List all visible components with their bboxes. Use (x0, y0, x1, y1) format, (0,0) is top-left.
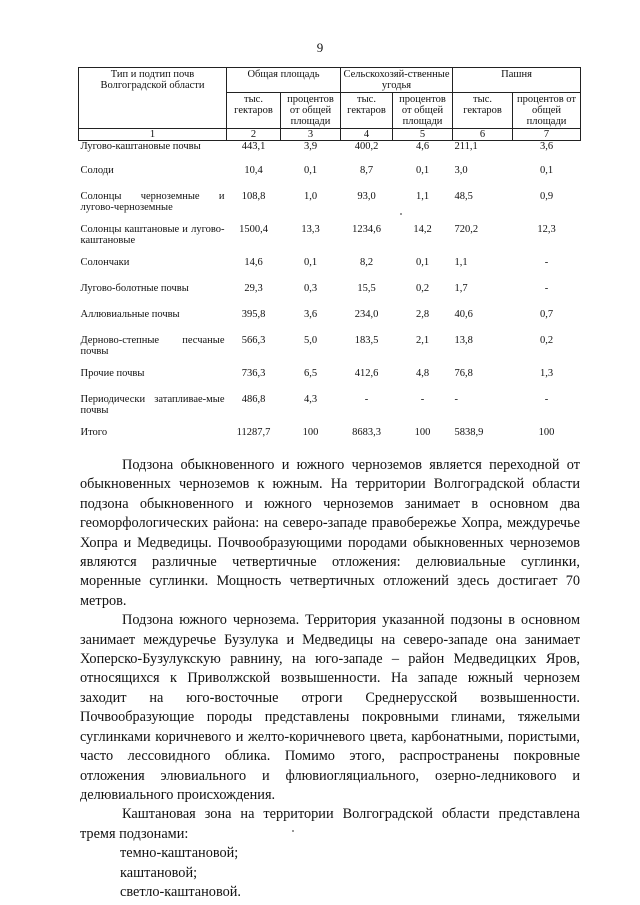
value-cell: 29,3 (244, 282, 263, 294)
table-row (79, 394, 581, 427)
value-cell: 11287,7 (236, 426, 271, 438)
scan-speck (292, 830, 294, 832)
value-cell: 10,4 (244, 164, 263, 176)
table-row (79, 224, 581, 257)
paragraph: Подзона южного чернозема. Территория указанной подзоны в основном занимает междуречье Бузулука и Медведицы на северо-западе она занимает Хоперско-Бузулукскую равнину, на юго-западе – район Медведицких Яров, относящихся к Приволжской возвышенности. На западе южный чернозем заходит на юго-восточные отроги Среднерусской возвышенности. Почвообразующие породы представлены покровными глинами, тяжелыми суглинками коричневого и желто-коричневого цвета, карбонатными, пористыми, часто лессовидного облика. Помимо этого, распространены покровные отложения элювиального и флювиогляциального, озерно-ледникового и делювиального происхождения. (80, 612, 580, 803)
body-text (80, 456, 580, 902)
soil-type-cell: Солонцы каштановые и лугово-каштановые (80, 223, 225, 246)
value-cell: 100 (538, 426, 555, 438)
value-cell: 183,5 (354, 334, 379, 346)
value-cell: 3,9 (303, 141, 318, 152)
value-cell: 14,6 (244, 256, 263, 268)
header-percent: процентов от общей площади (513, 93, 581, 129)
value-cell: 0,1 (303, 256, 318, 268)
value-cell: - (544, 282, 549, 294)
value-cell: - (420, 393, 425, 405)
scan-speck (400, 213, 402, 215)
header-thousand-ha: тыс. гектаров (341, 93, 393, 129)
column-number: 1 (79, 129, 227, 141)
soil-type-cell: Аллювиальные почвы (80, 308, 180, 320)
value-cell: 0,1 (539, 164, 554, 176)
value-cell: 40,6 (454, 308, 473, 320)
soil-table (78, 67, 581, 453)
soil-table-body (79, 141, 581, 453)
header-thousand-ha: тыс. гектаров (227, 93, 281, 129)
value-cell: 211,1 (454, 141, 478, 152)
soil-type-cell: Солонцы черноземные и лугово-черноземные (80, 190, 225, 213)
table-row (79, 191, 581, 224)
table-row (79, 309, 581, 335)
soil-type-cell: Солоди (80, 164, 114, 176)
list-item: темно-каштановой; (120, 845, 239, 862)
header-arable-land: Пашня (453, 68, 581, 93)
value-cell: 0,1 (415, 164, 430, 176)
header-total-area: Общая площадь (227, 68, 341, 93)
paragraph: Подзона обыкновенного и южного черноземов является переходной от обыкновенных черноземов к южным. На территории Волгоградской области подзона обыкновенного и южного черноземов занимает в основном два геоморфологических района: на северо-западе правобережье Хопра, междуречье Хопра и Медведицы. Почвообразующими породами обыкновенных черноземов являются различные четвертичные отложения: делювиальные суглинки, моренные суглинки. Мощность четвертичных отложений здесь достигает 70 метров. (80, 457, 580, 609)
header-percent: процентов от общей площади (281, 93, 341, 129)
value-cell: 0,7 (539, 308, 554, 320)
column-number: 2 (227, 129, 281, 141)
table-row (79, 335, 581, 368)
list-item: светло-каштановой. (120, 883, 241, 900)
value-cell: 1500,4 (239, 223, 268, 235)
table-row (79, 368, 581, 394)
value-cell: 1,1 (454, 256, 468, 268)
soil-type-cell: Дерново-степные песчаные почвы (80, 334, 225, 357)
value-cell: 14,2 (413, 223, 432, 235)
header-agricultural-land: Сельскохозяй-ственные угодья (341, 68, 453, 93)
value-cell: 2,1 (415, 334, 430, 346)
value-cell: 8,2 (359, 256, 374, 268)
table-row (79, 257, 581, 283)
value-cell: 3,6 (303, 308, 318, 320)
value-cell: 12,3 (537, 223, 556, 235)
soil-type-cell: Лугово-каштановые почвы (80, 141, 201, 152)
value-cell: - (544, 256, 549, 268)
value-cell: 93,0 (357, 190, 376, 202)
value-cell: 400,2 (354, 141, 379, 152)
value-cell: 1,1 (415, 190, 430, 202)
value-cell: 4,6 (415, 141, 430, 152)
table-row (79, 165, 581, 191)
header-soil-type: Тип и подтип почв Волгоградской области (79, 68, 227, 129)
value-cell: 0,2 (415, 282, 430, 294)
value-cell: - (544, 393, 549, 405)
value-cell: 412,6 (354, 367, 379, 379)
value-cell: 0,3 (303, 282, 318, 294)
value-cell: - (454, 393, 459, 405)
value-cell: 8,7 (359, 164, 374, 176)
page-number: 9 (316, 40, 324, 55)
value-cell: 1,7 (454, 282, 468, 294)
value-cell: 15,5 (357, 282, 376, 294)
column-number: 4 (341, 129, 393, 141)
value-cell: 0,2 (539, 334, 554, 346)
value-cell: - (364, 393, 369, 405)
value-cell: 3,6 (539, 141, 554, 152)
value-cell: 48,5 (454, 190, 473, 202)
soil-type-cell: Солончаки (80, 256, 130, 268)
value-cell: 76,8 (454, 367, 473, 379)
value-cell: 566,3 (241, 334, 266, 346)
value-cell: 736,3 (241, 367, 266, 379)
header-percent: процентов от общей площади (393, 93, 453, 129)
header-thousand-ha: тыс. гектаров (453, 93, 513, 129)
column-number: 3 (281, 129, 341, 141)
value-cell: 234,0 (354, 308, 379, 320)
value-cell: 1,3 (539, 367, 554, 379)
column-number: 5 (393, 129, 453, 141)
column-number: 7 (513, 129, 581, 141)
value-cell: 6,5 (303, 367, 318, 379)
paragraph: Каштановая зона на территории Волгоградской области представлена тремя подзонами: (80, 806, 580, 842)
soil-type-cell: Итого (80, 426, 108, 438)
value-cell: 5838,9 (454, 426, 484, 438)
value-cell: 1,0 (303, 190, 318, 202)
value-cell: 100 (414, 426, 431, 438)
value-cell: 2,8 (415, 308, 430, 320)
list-item: каштановой; (120, 864, 198, 881)
value-cell: 4,3 (303, 393, 318, 405)
value-cell: 1234,6 (352, 223, 381, 235)
value-cell: 4,8 (415, 367, 430, 379)
table-row (79, 141, 581, 165)
value-cell: 720,2 (454, 223, 479, 235)
value-cell: 108,8 (241, 190, 266, 202)
value-cell: 395,8 (241, 308, 266, 320)
soil-type-cell: Прочие почвы (80, 367, 145, 379)
soil-type-cell: Периодически затапливае-мые почвы (80, 393, 225, 416)
value-cell: 0,1 (415, 256, 430, 268)
value-cell: 0,9 (539, 190, 554, 202)
soil-type-cell: Лугово-болотные почвы (80, 282, 189, 294)
table-row (79, 427, 581, 453)
value-cell: 13,8 (454, 334, 473, 346)
value-cell: 443,1 (241, 141, 266, 152)
value-cell: 13,3 (301, 223, 320, 235)
table-row (79, 283, 581, 309)
column-number: 6 (453, 129, 513, 141)
value-cell: 100 (302, 426, 319, 438)
value-cell: 8683,3 (352, 426, 381, 438)
value-cell: 5,0 (303, 334, 318, 346)
value-cell: 3,0 (454, 164, 468, 176)
value-cell: 486,8 (241, 393, 266, 405)
value-cell: 0,1 (303, 164, 318, 176)
